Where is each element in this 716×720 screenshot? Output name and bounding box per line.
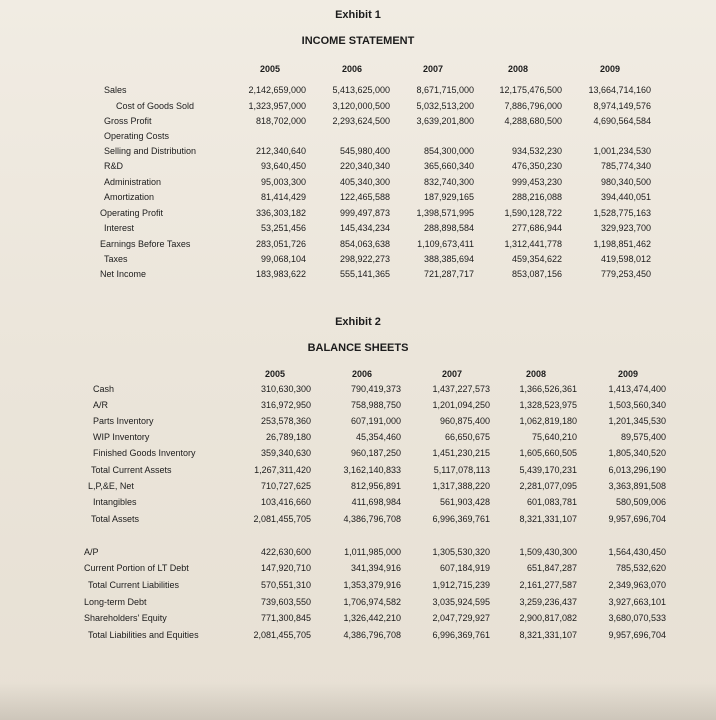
cell-value: 545,980,400 — [339, 146, 390, 156]
cell-value: 7,886,796,000 — [504, 101, 562, 111]
row-label: Cost of Goods Sold — [116, 101, 195, 111]
cell-value: 329,923,700 — [600, 223, 651, 233]
row-label: Operating Costs — [104, 131, 170, 141]
cell-value: 1,509,430,300 — [519, 547, 577, 557]
cell-value: 12,175,476,500 — [499, 85, 562, 95]
table-row — [0, 416, 716, 430]
cell-value: 53,251,456 — [260, 223, 306, 233]
cell-value: 93,640,450 — [260, 161, 306, 171]
cell-value: 9,957,696,704 — [608, 514, 666, 524]
table-row — [0, 177, 716, 191]
cell-value: 3,639,201,800 — [416, 116, 474, 126]
table-row — [0, 497, 716, 511]
cell-value: 394,440,051 — [600, 192, 651, 202]
cell-value: 1,011,985,000 — [344, 547, 401, 557]
cell-value: 5,413,625,000 — [332, 85, 390, 95]
row-label: Net Income — [100, 269, 147, 279]
exhibit1-title: Exhibit 1 — [335, 9, 381, 21]
cell-value: 411,698,984 — [351, 497, 401, 507]
cell-value: 1,109,673,411 — [417, 239, 474, 249]
cell-value: 1,590,128,722 — [504, 208, 562, 218]
cell-value: 607,184,919 — [439, 563, 490, 573]
row-label: Operating Profit — [100, 208, 164, 218]
exhibit1-subtitle: INCOME STATEMENT — [301, 35, 415, 47]
row-label: Selling and Distribution — [104, 146, 197, 156]
cell-value: 960,875,400 — [439, 416, 490, 426]
table-row — [0, 563, 716, 577]
cell-value: 3,162,140,833 — [343, 465, 401, 475]
photo-shadow — [0, 682, 716, 720]
cell-value: 818,702,000 — [255, 116, 306, 126]
cell-value: 651,847,287 — [526, 563, 577, 573]
table-row — [0, 613, 716, 627]
cell-value: 1,605,660,505 — [519, 448, 577, 458]
row-label: R&D — [104, 161, 124, 171]
cell-value: 779,253,450 — [600, 269, 651, 279]
cell-value: 1,451,230,215 — [432, 448, 490, 458]
table-row — [0, 448, 716, 462]
row-label: Administration — [104, 177, 162, 187]
cell-value: 710,727,625 — [260, 481, 311, 491]
cell-value: 1,503,560,340 — [608, 400, 666, 410]
cell-value: 2,047,729,927 — [432, 613, 490, 623]
cell-value: 212,340,640 — [255, 146, 306, 156]
cell-value: 310,630,300 — [260, 384, 311, 394]
exhibit1-year: 2006 — [341, 64, 363, 74]
cell-value: 3,035,924,595 — [432, 597, 490, 607]
cell-value: 122,465,588 — [339, 192, 390, 202]
row-label: Sales — [104, 85, 127, 95]
row-label: Amortization — [104, 192, 155, 202]
cell-value: 4,690,564,584 — [593, 116, 651, 126]
cell-value: 89,575,400 — [620, 432, 666, 442]
cell-value: 9,957,696,704 — [608, 630, 666, 640]
cell-value: 8,974,149,576 — [593, 101, 651, 111]
cell-value: 4,386,796,708 — [343, 630, 401, 640]
cell-value: 999,497,873 — [339, 208, 390, 218]
row-label: Total Current Assets — [91, 465, 172, 475]
cell-value: 1,564,430,450 — [608, 547, 666, 557]
cell-value: 2,161,277,587 — [519, 580, 577, 590]
table-row — [0, 547, 716, 561]
cell-value: 758,988,750 — [350, 400, 401, 410]
exhibit2-year: 2008 — [525, 369, 547, 379]
cell-value: 99,068,104 — [260, 254, 306, 264]
table-row — [0, 208, 716, 222]
cell-value: 1,437,227,573 — [432, 384, 490, 394]
row-label: A/R — [93, 400, 109, 410]
cell-value: 5,032,513,200 — [416, 101, 474, 111]
cell-value: 854,063,638 — [339, 239, 390, 249]
row-label: Gross Profit — [104, 116, 152, 126]
table-row — [0, 192, 716, 206]
cell-value: 2,349,963,070 — [608, 580, 666, 590]
cell-value: 8,321,331,107 — [519, 514, 577, 524]
cell-value: 580,509,006 — [615, 497, 666, 507]
cell-value: 277,686,944 — [511, 223, 562, 233]
table-row — [0, 465, 716, 479]
exhibit1-year: 2008 — [507, 64, 529, 74]
cell-value: 341,394,916 — [350, 563, 401, 573]
cell-value: 336,303,182 — [255, 208, 306, 218]
cell-value: 405,340,300 — [339, 177, 390, 187]
cell-value: 8,671,715,000 — [416, 85, 474, 95]
cell-value: 2,281,077,095 — [519, 481, 577, 491]
table-row — [0, 101, 716, 115]
cell-value: 183,983,622 — [255, 269, 306, 279]
cell-value: 45,354,460 — [355, 432, 401, 442]
row-label: WIP Inventory — [93, 432, 150, 442]
cell-value: 422,630,600 — [260, 547, 311, 557]
table-row — [0, 384, 716, 398]
table-row — [0, 597, 716, 611]
cell-value: 785,532,620 — [615, 563, 666, 573]
exhibit2-year: 2005 — [264, 369, 286, 379]
cell-value: 1,805,340,520 — [608, 448, 666, 458]
table-row — [0, 481, 716, 495]
cell-value: 187,929,165 — [423, 192, 474, 202]
table-row — [0, 580, 716, 594]
cell-value: 555,141,365 — [339, 269, 390, 279]
cell-value: 1,328,523,975 — [519, 400, 577, 410]
cell-value: 459,354,622 — [511, 254, 562, 264]
cell-value: 812,956,891 — [350, 481, 401, 491]
cell-value: 1,326,442,210 — [343, 613, 401, 623]
cell-value: 2,081,455,705 — [253, 630, 311, 640]
cell-value: 1,317,388,220 — [432, 481, 490, 491]
cell-value: 561,903,428 — [439, 497, 490, 507]
table-row — [0, 432, 716, 446]
table-row — [0, 161, 716, 175]
cell-value: 1,312,441,778 — [504, 239, 562, 249]
cell-value: 601,083,781 — [526, 497, 577, 507]
cell-value: 5,439,170,231 — [519, 465, 577, 475]
cell-value: 476,350,230 — [511, 161, 562, 171]
table-row — [0, 131, 716, 145]
cell-value: 419,598,012 — [600, 254, 651, 264]
cell-value: 4,386,796,708 — [343, 514, 401, 524]
cell-value: 771,300,845 — [260, 613, 311, 623]
cell-value: 1,912,715,239 — [432, 580, 490, 590]
cell-value: 316,972,950 — [260, 400, 311, 410]
cell-value: 1,201,345,530 — [608, 416, 666, 426]
exhibit1-year: 2009 — [599, 64, 621, 74]
cell-value: 1,062,819,180 — [519, 416, 577, 426]
cell-value: 790,419,373 — [350, 384, 401, 394]
cell-value: 81,414,429 — [260, 192, 306, 202]
cell-value: 66,650,675 — [444, 432, 490, 442]
row-label: Taxes — [104, 254, 128, 264]
row-label: Parts Inventory — [93, 416, 154, 426]
cell-value: 8,321,331,107 — [519, 630, 577, 640]
cell-value: 365,660,340 — [423, 161, 474, 171]
cell-value: 75,640,210 — [531, 432, 577, 442]
cell-value: 388,385,694 — [423, 254, 474, 264]
table-row — [0, 269, 716, 283]
cell-value: 4,288,680,500 — [504, 116, 562, 126]
cell-value: 1,198,851,462 — [593, 239, 651, 249]
cell-value: 1,201,094,250 — [432, 400, 490, 410]
cell-value: 145,434,234 — [339, 223, 390, 233]
row-label: Finished Goods Inventory — [93, 448, 196, 458]
cell-value: 1,398,571,995 — [416, 208, 474, 218]
row-label: Long-term Debt — [84, 597, 147, 607]
row-label: A/P — [84, 547, 99, 557]
row-label: Total Liabilities and Equities — [88, 630, 199, 640]
table-row — [0, 400, 716, 414]
cell-value: 1,366,526,361 — [519, 384, 577, 394]
row-label: Current Portion of LT Debt — [84, 563, 189, 573]
cell-value: 739,603,550 — [260, 597, 311, 607]
cell-value: 1,413,474,400 — [608, 384, 666, 394]
exhibit2-title: Exhibit 2 — [335, 316, 381, 328]
cell-value: 6,996,369,761 — [432, 514, 490, 524]
row-label: Shareholders' Equity — [84, 613, 167, 623]
row-label: Total Assets — [91, 514, 140, 524]
table-row — [0, 630, 716, 644]
table-row — [0, 223, 716, 237]
row-label: Total Current Liabilities — [88, 580, 180, 590]
exhibit1-year: 2005 — [259, 64, 281, 74]
exhibit2-subtitle: BALANCE SHEETS — [307, 342, 409, 354]
cell-value: 3,680,070,533 — [608, 613, 666, 623]
cell-value: 853,087,156 — [511, 269, 562, 279]
cell-value: 147,920,710 — [260, 563, 311, 573]
cell-value: 570,551,310 — [260, 580, 311, 590]
row-label: Intangibles — [93, 497, 137, 507]
cell-value: 288,898,584 — [423, 223, 474, 233]
cell-value: 6,013,296,190 — [608, 465, 666, 475]
cell-value: 3,120,000,500 — [332, 101, 390, 111]
table-row — [0, 116, 716, 130]
cell-value: 785,774,340 — [600, 161, 651, 171]
cell-value: 3,927,663,101 — [608, 597, 666, 607]
exhibit1-year: 2007 — [422, 64, 444, 74]
table-row — [0, 146, 716, 160]
table-row — [0, 514, 716, 528]
cell-value: 999,453,230 — [511, 177, 562, 187]
table-row — [0, 239, 716, 253]
cell-value: 2,293,624,500 — [332, 116, 390, 126]
exhibit2-year: 2007 — [441, 369, 463, 379]
cell-value: 2,900,817,082 — [519, 613, 577, 623]
cell-value: 253,578,360 — [260, 416, 311, 426]
cell-value: 3,363,891,508 — [608, 481, 666, 491]
cell-value: 26,789,180 — [265, 432, 311, 442]
cell-value: 1,001,234,530 — [593, 146, 651, 156]
cell-value: 103,416,660 — [260, 497, 311, 507]
cell-value: 283,051,726 — [255, 239, 306, 249]
cell-value: 13,664,714,160 — [588, 85, 651, 95]
cell-value: 1,706,974,582 — [343, 597, 401, 607]
row-label: L,P,&E, Net — [88, 481, 134, 491]
cell-value: 5,117,078,113 — [433, 465, 490, 475]
exhibit2-year: 2009 — [617, 369, 639, 379]
cell-value: 934,532,230 — [511, 146, 562, 156]
cell-value: 359,340,630 — [260, 448, 311, 458]
cell-value: 95,003,300 — [260, 177, 306, 187]
cell-value: 2,081,455,705 — [253, 514, 311, 524]
cell-value: 832,740,300 — [423, 177, 474, 187]
row-label: Interest — [104, 223, 135, 233]
cell-value: 2,142,659,000 — [248, 85, 306, 95]
cell-value: 288,216,088 — [511, 192, 562, 202]
cell-value: 980,340,500 — [600, 177, 651, 187]
cell-value: 1,267,311,420 — [254, 465, 311, 475]
cell-value: 1,305,530,320 — [432, 547, 490, 557]
row-label: Cash — [93, 384, 115, 394]
cell-value: 721,287,717 — [423, 269, 474, 279]
cell-value: 854,300,000 — [423, 146, 474, 156]
cell-value: 298,922,273 — [339, 254, 390, 264]
cell-value: 607,191,000 — [350, 416, 401, 426]
row-label: Earnings Before Taxes — [100, 239, 191, 249]
table-row — [0, 85, 716, 99]
cell-value: 3,259,236,437 — [519, 597, 577, 607]
cell-value: 1,353,379,916 — [343, 580, 401, 590]
cell-value: 220,340,340 — [339, 161, 390, 171]
cell-value: 960,187,250 — [350, 448, 401, 458]
cell-value: 1,528,775,163 — [593, 208, 651, 218]
cell-value: 1,323,957,000 — [248, 101, 306, 111]
table-row — [0, 254, 716, 268]
exhibit2-year: 2006 — [351, 369, 373, 379]
cell-value: 6,996,369,761 — [432, 630, 490, 640]
